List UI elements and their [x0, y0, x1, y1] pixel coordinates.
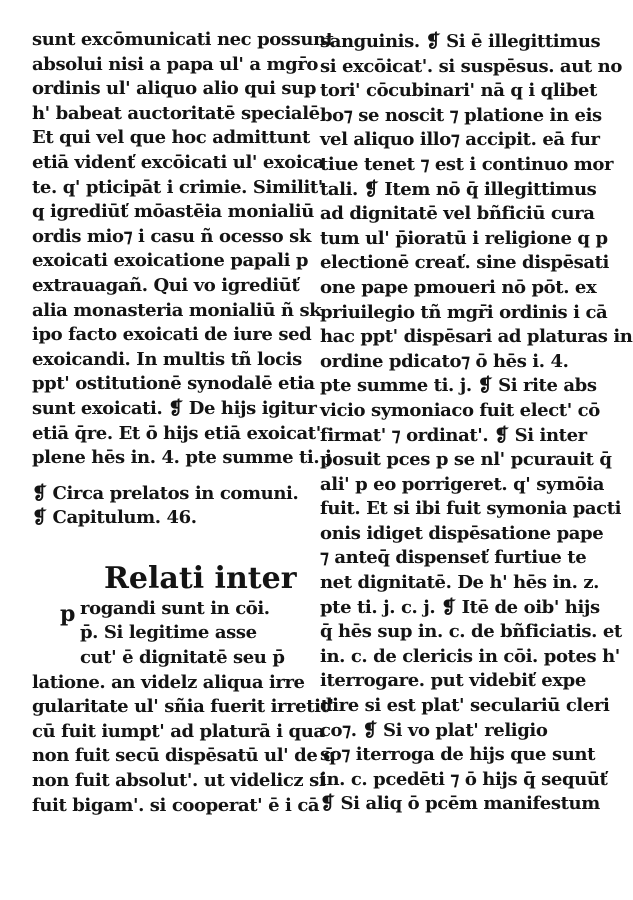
text-line: non fuit secū dispēsatū ul' de q̄ [32, 745, 336, 767]
text-line: in. c. pcedēti ⁊ ō hijs q̄ sequūť [320, 768, 608, 790]
text-line: h' babeat auctoritatē specialē [32, 102, 320, 124]
text-line: alia monasteria monialiū ñ sk [32, 299, 322, 321]
text-line: firmat' ⁊ ordinat'. ❡ Si inter [320, 424, 587, 446]
text-line: one pape pmoueri nō pōt. ex [320, 276, 597, 298]
text-line: ❡ Si aliq ō pcēm manifestum [320, 793, 600, 815]
text-line: plene hēs in. 4. pte summe ti. j [32, 447, 332, 469]
initial-letter: p [60, 600, 76, 627]
text-line: p̄. Si legitime asse [80, 622, 257, 644]
text-line: q̄ hēs sup in. c. de bñficiatis. et [320, 621, 622, 643]
text-line: latione. an videlz aliqua irre [32, 671, 305, 693]
text-line: pte summe ti. j. ❡ Si rite abs [320, 375, 597, 397]
text-line: ordinis ul' aliquo alio qui sup [32, 78, 317, 100]
text-line: net dignitatē. De h' hēs in. z. [320, 572, 600, 594]
text-line: sunt excōmunicati nec possunt [32, 29, 334, 50]
rubric-line: ❡ Capitulum. 46. [32, 507, 197, 529]
text-line: exoicandi. In multis tñ locis [32, 348, 302, 370]
spacer [32, 531, 294, 561]
left-text-block-bottom [32, 671, 336, 819]
text-line: gularitate ul' sñia fuerit irretit' [32, 696, 334, 718]
text-line: sunt exoicati. ❡ De hijs igitur [32, 397, 317, 419]
text-line: bo⁊ se noscit ⁊ platione in eis [320, 104, 602, 126]
text-line: ordis mio⁊ i casu ñ ocesso sk [32, 225, 311, 247]
text-line: non fuit absolut'. ut videlicz si [32, 770, 326, 792]
text-line: exoicati exoicatione papali p [32, 250, 309, 272]
text-line: si excōicat'. si suspēsus. aut no [320, 55, 622, 77]
text-line: onis idiget dispēsatione pape [320, 522, 604, 544]
text-line: te. q' pticipāt i crimie. Similit' [32, 176, 323, 198]
text-line: posuit pces p se nl' pcurauit q̄ [320, 449, 612, 471]
text-line: ali' p eo porrigeret. q' symōia [320, 473, 605, 495]
text-line: etiā q̄re. Et ō hijs etiā exoicat' [32, 422, 321, 444]
text-line: etiā videnť excōicati ul' exoica [32, 151, 325, 173]
text-line: sanguinis. ❡ Si ē illegittimus [320, 31, 601, 52]
text-line: ppt' ostitutionē synodalē etia [32, 373, 315, 395]
text-line: q igrediūť mōastēia monialiū [32, 201, 314, 223]
text-line: dire si est plat' seculariū cleri [320, 695, 610, 717]
text-line: vicio symoniaco fuit elect' cō [320, 399, 600, 421]
text-line: ipo facto exoicati de iure sed [32, 324, 312, 346]
text-line: extrauagañ. Qui vo igrediūť [32, 274, 300, 296]
text-line: ordine pdicato⁊ ō hēs i. 4. [320, 350, 569, 372]
text-line: priuilegio tñ mgr̄i ordinis i cā [320, 301, 608, 323]
text-line: fuit. Et si ibi fuit symonia pacti [320, 498, 622, 520]
text-line: fuit bigam'. si cooperat' ē i cā [32, 794, 320, 816]
right-column [320, 30, 633, 817]
text-line: tum ul' p̄ioratū i religione q p [320, 227, 608, 249]
text-line: iterrogare. put videbiť expe [320, 670, 586, 692]
text-line: co⁊. ❡ Si vo plat' religio [320, 719, 548, 741]
text-line: Et qui vel que hoc admittunt [32, 127, 310, 149]
text-line: ad dignitatē vel bñficiū cura [320, 203, 595, 225]
text-line: tori' cōcubinari' nā q i qlibet [320, 80, 597, 102]
text-line: in. c. de clericis in cōi. potes h' [320, 645, 620, 667]
spacer [32, 471, 294, 482]
left-text-block-top [32, 28, 334, 471]
text-line: vel aliquo illo⁊ accipit. eā fur [320, 129, 600, 151]
text-line: ⁊ anteq̄ dispenseť furtiue te [320, 547, 587, 569]
text-line: absolui nisi a papa ul' a mgr̄o [32, 53, 319, 75]
chapter-opening [32, 560, 297, 671]
text-line: hac ppt' dispēsari ad platuras in [320, 326, 633, 348]
rubric-line: ❡ Circa prelatos in comuni. [32, 482, 299, 504]
text-line: tali. ❡ Item nō q̄ illegittimus [320, 178, 597, 200]
text-line: so⁊ iterroga de hijs que sunt [320, 744, 596, 766]
text-line: tiue tenet ⁊ est i continuo mor [320, 153, 614, 175]
text-line: pte ti. j. c. j. ❡ Itē de oib' hijs [320, 596, 600, 618]
text-line: rogandi sunt in cōi. [80, 597, 270, 619]
text-line: electionē creať. sine dispēsati [320, 252, 609, 274]
left-column [32, 28, 336, 818]
text-line: cū fuit iumpt' ad platurā i qua [32, 720, 325, 742]
chapter-heading: Relati inter [104, 560, 297, 596]
text-line: cut' ē dignitatē seu p̄ [80, 647, 285, 669]
chapter-rubric [32, 482, 299, 531]
